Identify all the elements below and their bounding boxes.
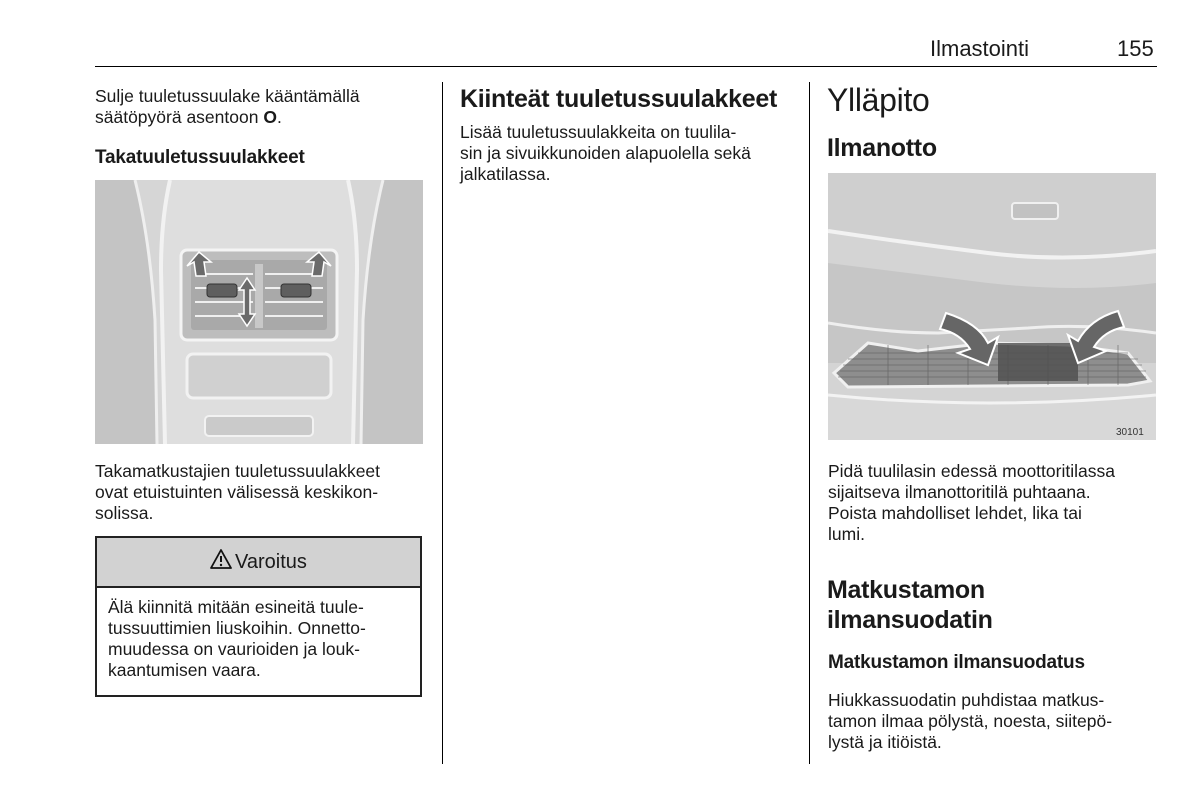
paragraph-line: tamon ilmaa pölystä, noesta, siitepö- <box>828 711 1113 731</box>
caption-line: Takamatkustajien tuuletussuulakkeet <box>95 461 381 481</box>
heading-fixed-vents: Kiinteät tuuletussuulakkeet <box>460 85 777 113</box>
warning-title: Varoitus <box>235 550 307 573</box>
warning-line: muudessa on vaurioiden ja louk- <box>108 639 360 659</box>
paragraph-line: Lisää tuuletussuulakkeita on tuulila- <box>460 122 737 142</box>
paragraph-line: sijaitseva ilmanottoritilä puhtaana. <box>828 482 1091 502</box>
warning-box <box>95 536 422 697</box>
heading-air-intake: Ilmanotto <box>827 134 937 162</box>
page-number: 155 <box>1117 36 1154 61</box>
warning-triangle-icon <box>210 549 232 575</box>
paragraph-line: sin ja sivuikkunoiden alapuolella sekä <box>460 143 751 163</box>
column-divider-right <box>809 82 810 764</box>
heading-cabin-filter <box>827 575 993 635</box>
fixed-vents-paragraph <box>460 122 800 185</box>
intro-text: Sulje tuuletussuulake kääntämällä säätöpyörä asentoon <box>95 86 360 127</box>
heading-cabin-filtration: Matkustamon ilmansuodatus <box>828 652 1085 673</box>
rear-vents-illustration <box>95 180 423 444</box>
caption-line: solissa. <box>95 503 154 523</box>
rear-vents-caption <box>95 461 430 524</box>
paragraph-line: lystä ja itiöistä. <box>828 732 942 752</box>
air-intake-paragraph <box>828 461 1168 545</box>
air-intake-illustration <box>828 173 1156 440</box>
header-rule <box>95 66 1157 67</box>
heading-line: Matkustamon <box>827 576 985 604</box>
paragraph-line: Pidä tuulilasin edessä moottoritilassa <box>828 461 1115 481</box>
intro-paragraph <box>95 86 425 128</box>
header-section-title: Ilmastointi <box>930 36 1030 61</box>
warning-line: tussuuttimien liuskoihin. Onnetto- <box>108 618 366 638</box>
figure-code: 30101 <box>1116 427 1144 438</box>
heading-line: ilmansuodatin <box>827 606 993 634</box>
warning-body <box>97 588 420 681</box>
column-divider-left <box>442 82 443 764</box>
paragraph-line: Poista mahdolliset lehdet, lika tai <box>828 503 1082 523</box>
heading-rear-vents: Takatuuletussuulakkeet <box>95 147 305 168</box>
intro-suffix: . <box>276 107 282 127</box>
paragraph-line: lumi. <box>828 524 865 544</box>
caption-line: ovat etuistuinten välisessä keskikon- <box>95 482 379 502</box>
warning-line: kaantumisen vaara. <box>108 660 261 680</box>
warning-header <box>97 538 420 588</box>
paragraph-line: jalkatilassa. <box>460 164 551 184</box>
warning-line: Älä kiinnitä mitään esineitä tuule- <box>108 597 364 617</box>
intro-bold-symbol: O <box>263 107 277 127</box>
heading-maintenance: Ylläpito <box>827 82 930 118</box>
paragraph-line: Hiukkassuodatin puhdistaa matkus- <box>828 690 1105 710</box>
filter-paragraph <box>828 690 1168 753</box>
